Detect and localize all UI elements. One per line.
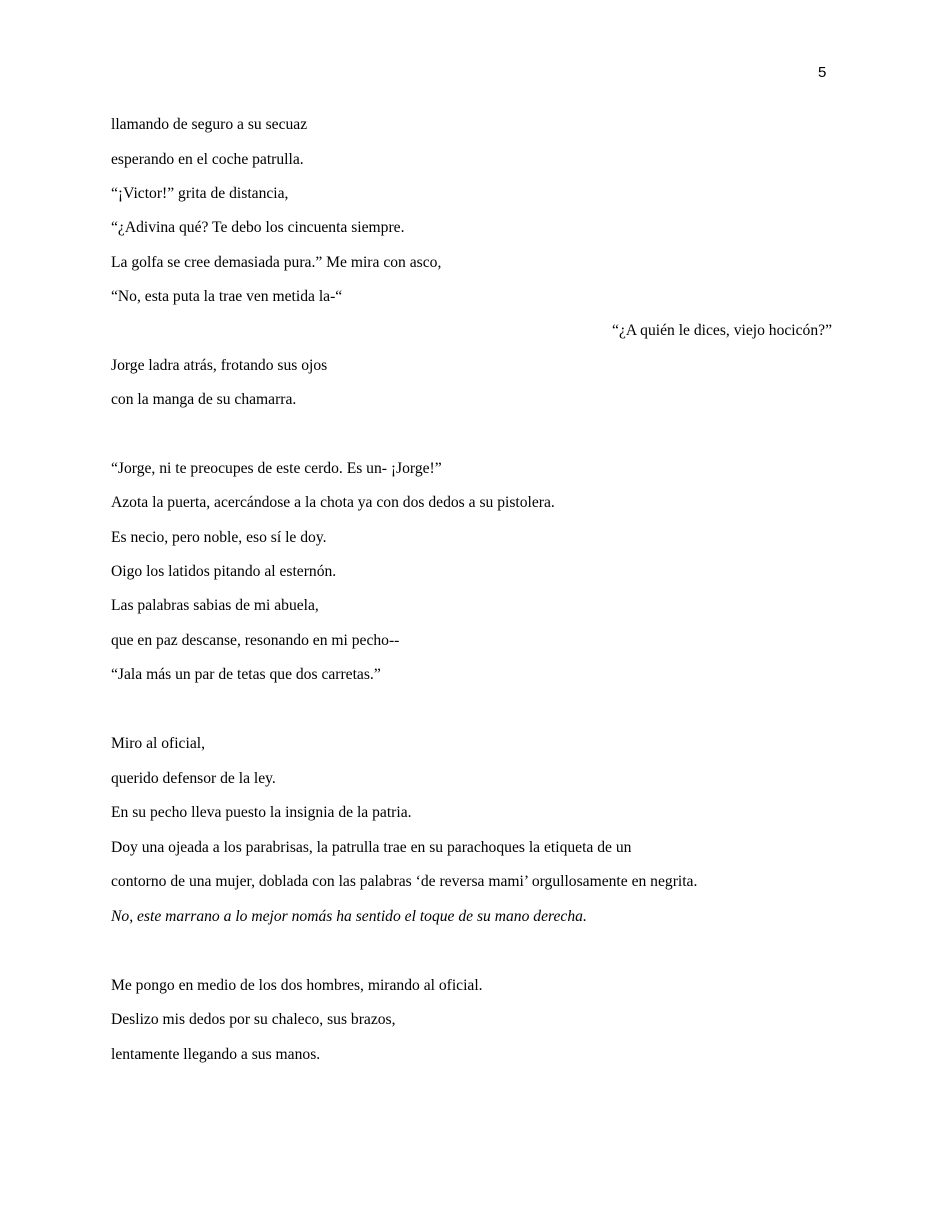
text-line: que en paz descanse, resonando en mi pecho--	[111, 632, 400, 649]
text-line: “Jala más un par de tetas que dos carretas.”	[111, 666, 381, 683]
text-line: “No, esta puta la trae ven metida la-“	[111, 288, 343, 305]
text-line: Doy una ojeada a los parabrisas, la patrulla trae en su parachoques la etiqueta de un	[111, 839, 632, 856]
page-number: 5	[818, 64, 827, 81]
text-line: Es necio, pero noble, eso sí le doy.	[111, 529, 327, 546]
text-line: Jorge ladra atrás, frotando sus ojos	[111, 357, 328, 374]
text-line: No, este marrano a lo mejor nomás ha sentido el toque de su mano derecha.	[111, 908, 587, 925]
text-line: “Jorge, ni te preocupes de este cerdo. Es un- ¡Jorge!”	[111, 460, 442, 477]
text-line: con la manga de su chamarra.	[111, 391, 297, 408]
text-line: “¿A quién le dices, viejo hocicón?”	[612, 322, 832, 339]
text-line: “¡Victor!” grita de distancia,	[111, 185, 289, 202]
text-line: contorno de una mujer, doblada con las palabras ‘de reversa mami’ orgullosamente en negrita.	[111, 873, 698, 890]
text-line: lentamente llegando a sus manos.	[111, 1046, 321, 1063]
text-line: “¿Adivina qué? Te debo los cincuenta siempre.	[111, 219, 405, 236]
text-line: llamando de seguro a su secuaz	[111, 116, 308, 133]
text-line: La golfa se cree demasiada pura.” Me mira con asco,	[111, 254, 442, 271]
text-line: Las palabras sabias de mi abuela,	[111, 597, 319, 614]
text-line: querido defensor de la ley.	[111, 770, 276, 787]
text-line: En su pecho lleva puesto la insignia de la patria.	[111, 804, 412, 821]
text-line: Miro al oficial,	[111, 735, 205, 752]
text-line: Azota la puerta, acercándose a la chota ya con dos dedos a su pistolera.	[111, 494, 555, 511]
text-line: Oigo los latidos pitando al esternón.	[111, 563, 337, 580]
text-line: Deslizo mis dedos por su chaleco, sus brazos,	[111, 1011, 396, 1028]
text-line: Me pongo en medio de los dos hombres, mirando al oficial.	[111, 977, 483, 994]
text-line: esperando en el coche patrulla.	[111, 151, 304, 168]
